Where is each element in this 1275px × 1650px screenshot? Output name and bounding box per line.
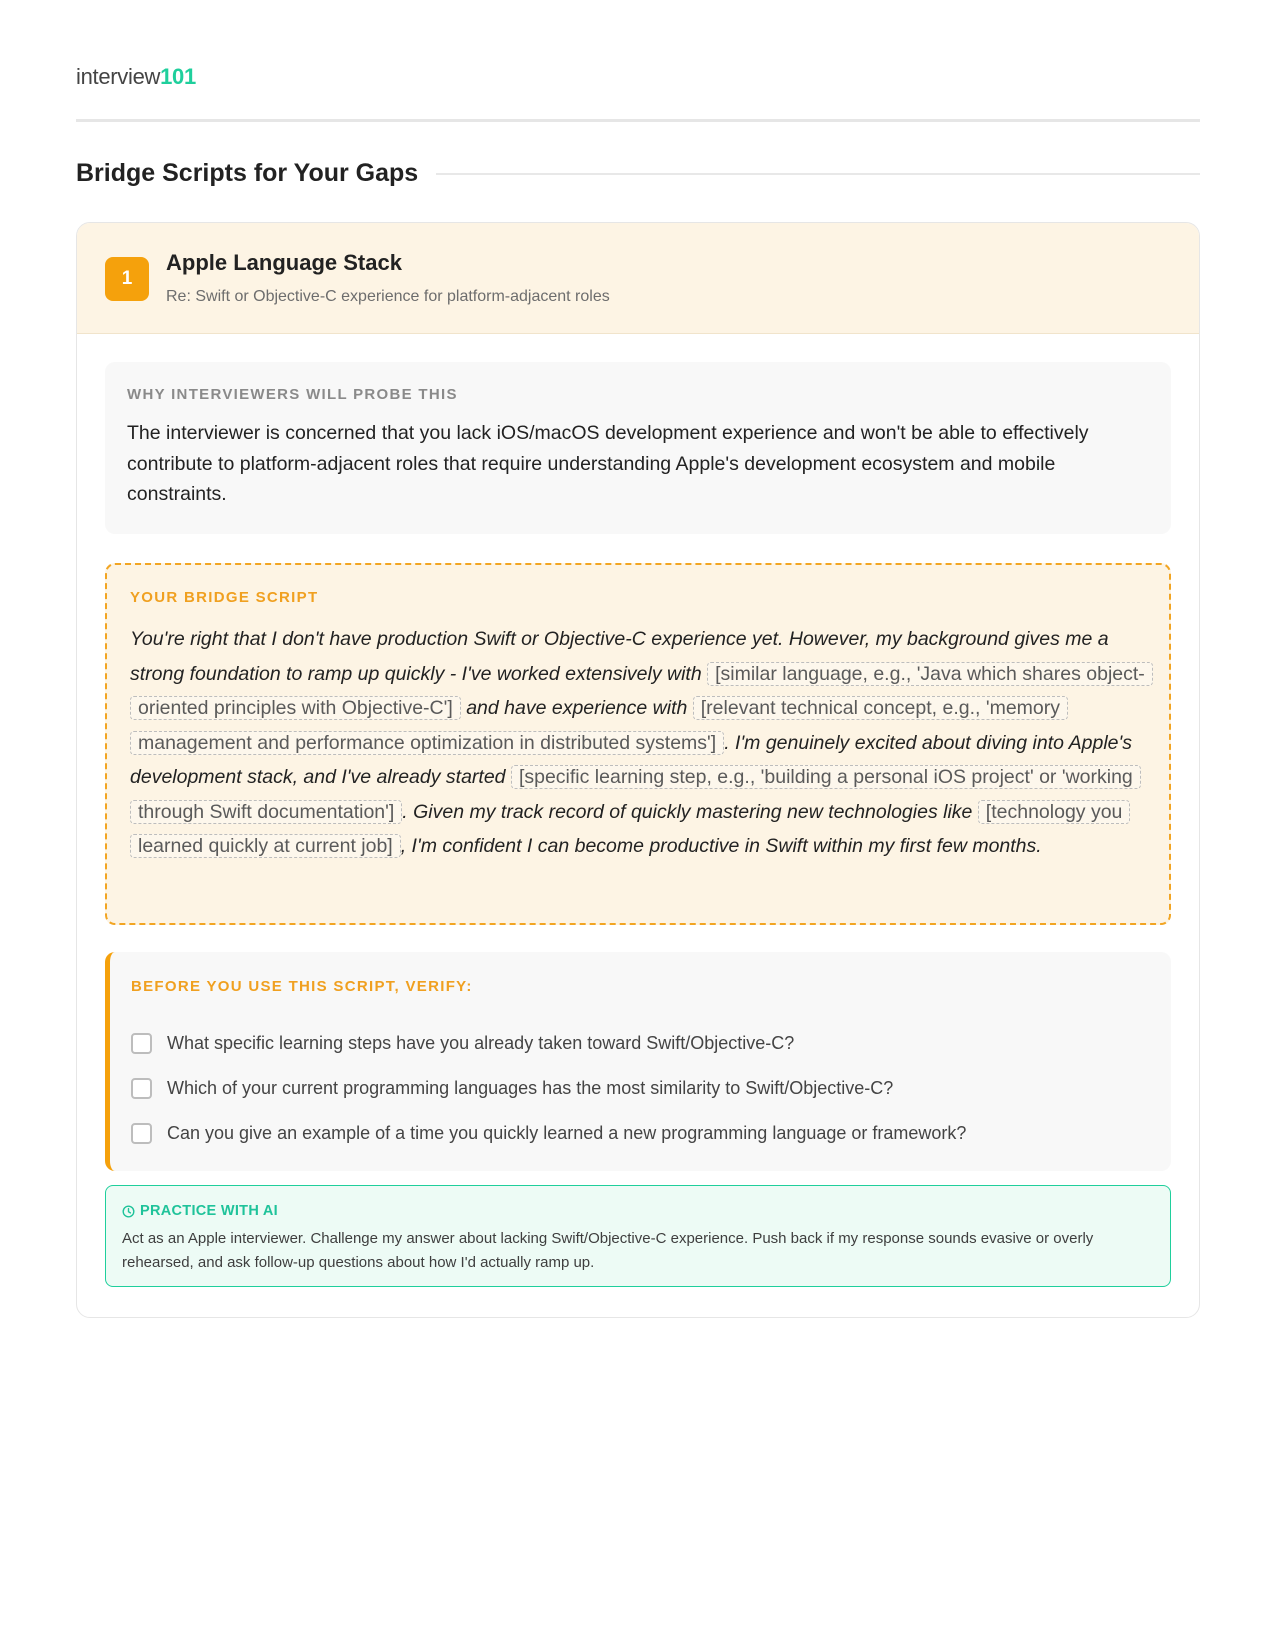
checklist-item[interactable] [131,1021,1149,1066]
logo-number: 101 [160,64,196,89]
why-probe-text: The interviewer is concerned that you lack iOS/macOS development experience and won't be able to effectively contribute to platform-adjacent roles that require understanding Apple's development ecosystem and mobile constraints. [127,422,1089,505]
section-heading-rule [436,173,1200,175]
script-placeholder[interactable]: [similar language, e.g., 'Java which shares object-oriented principles with Objective-C'] [130,662,1153,721]
verify-checklist-box [105,952,1171,1171]
checklist-item[interactable] [131,1111,1149,1156]
script-placeholder[interactable]: [relevant technical concept, e.g., 'memory management and performance optimization in distributed systems'] [130,696,1068,755]
logo-text: interview [76,64,161,89]
checklist-item-label: Can you give an example of a time you quickly learned a new programming language or framework? [167,1123,967,1143]
bridge-script-box [105,563,1171,925]
practice-ai-label-text: PRACTICE WITH AI [140,1203,278,1219]
script-text-segment: You're right that I don't have production Swift or Objective-C experience yet. However, my background gives me a strong foundation to ramp up quickly - I've worked extensively with [130,628,1109,685]
verify-label: BEFORE YOU USE THIS SCRIPT, VERIFY: [131,978,473,995]
script-placeholder[interactable]: [specific learning step, e.g., 'building a personal iOS project' or 'working through Swift documentation'] [130,765,1141,824]
gap-card-header [77,223,1199,334]
script-text-segment: , I'm confident I can become productive in Swift within my first few months. [400,835,1042,857]
section-heading [76,159,1200,188]
checklist-item-label: Which of your current programming languages has the most similarity to Swift/Objective-C? [167,1078,894,1098]
gap-card [76,222,1200,1318]
practice-ai-box [105,1185,1171,1287]
checkbox[interactable] [131,1078,152,1099]
checkbox[interactable] [131,1033,152,1054]
script-text-segment: . I'm genuinely excited about diving into Apple's development stack, and I've already started [130,731,1132,788]
gap-number-badge: 1 [105,257,149,301]
verify-checklist [131,1021,1149,1156]
section-title: Bridge Scripts for Your Gaps [76,159,419,187]
why-probe-label: WHY INTERVIEWERS WILL PROBE THIS [127,386,458,403]
practice-ai-prompt[interactable]: Act as an Apple interviewer. Challenge my answer about lacking Swift/Objective-C experience. Push back if my response sounds evasive or overly rehearsed, and ask follow-up questions about how I'd actually ramp up. [122,1230,1094,1271]
clock-icon [122,1205,135,1218]
bridge-script-text [130,622,1147,864]
script-text-segment: and have experience with [460,697,693,719]
why-probe-box [105,362,1171,534]
checkbox[interactable] [131,1123,152,1144]
gap-subtitle: Re: Swift or Objective-C experience for platform-adjacent roles [166,288,610,305]
checklist-item[interactable] [131,1066,1149,1111]
script-placeholder[interactable]: [technology you learned quickly at current job] [130,800,1130,859]
header-divider [76,119,1200,122]
logo[interactable] [76,64,196,90]
checklist-item-label: What specific learning steps have you already taken toward Swift/Objective-C? [167,1033,795,1053]
gap-title: Apple Language Stack [166,250,402,275]
script-text-segment: . Given my track record of quickly mastering new technologies like [402,800,978,823]
bridge-script-label: YOUR BRIDGE SCRIPT [130,589,319,606]
practice-ai-label [122,1203,1154,1219]
